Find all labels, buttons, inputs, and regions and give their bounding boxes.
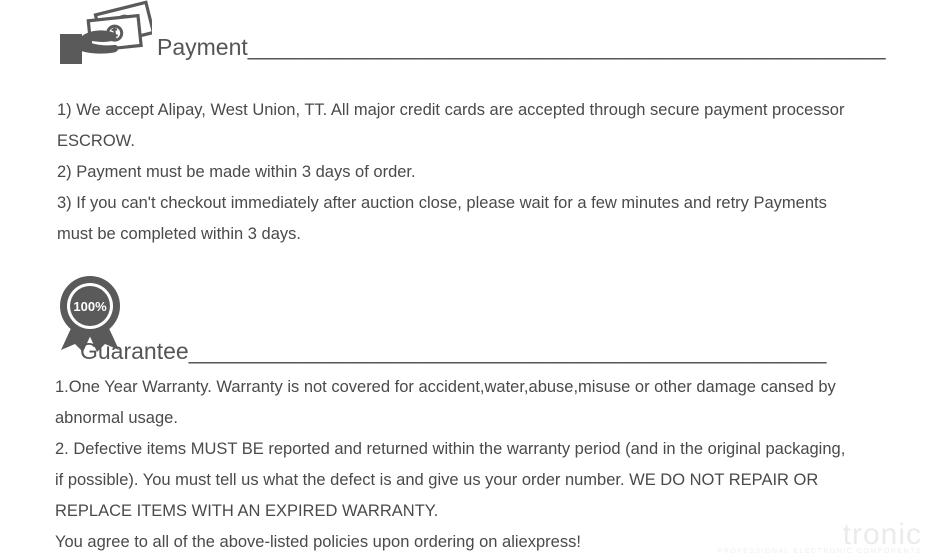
payment-line-1: 1) We accept Alipay, West Union, TT. All major credit cards are accepted through secure payment processor ESCROW. [57, 101, 845, 150]
watermark-main-text: tronic [842, 518, 922, 551]
watermark-sub-text: PROFESSIONAL ELECTRONIC COMPONENTS [717, 548, 922, 555]
payment-heading-rule: ______________________________________________________ [247, 34, 885, 60]
guarantee-line-2: 2. Defective items MUST BE reported and returned within the warranty period (and in the original packaging, if possible). You must tell us what the defect is and give us your order number. WE DO NOT REPAIR OR REPLACE ITEMS WITH AN EXPIRED WARRANTY. [55, 440, 846, 520]
guarantee-line-1: 1.One Year Warranty. Warranty is not covered for accident,water,abuse,misuse or other damage cansed by abnormal usage. [55, 378, 836, 427]
payment-heading-row [0, 0, 930, 70]
payment-line-2: 2) Payment must be made within 3 days of order. [57, 163, 416, 181]
guarantee-heading [80, 338, 825, 365]
guarantee-heading-rule: ______________________________________________________ [188, 338, 826, 364]
payment-heading-label: Payment [157, 34, 248, 60]
payment-line-3: 3) If you can't checkout immediately after auction close, please wait for a few minutes and retry Payments must be completed within 3 days. [57, 194, 827, 243]
payment-body [57, 95, 857, 250]
hand-holding-cash-icon [56, 0, 152, 70]
guarantee-heading-label: Guarantee [80, 338, 189, 364]
guarantee-body [55, 372, 855, 558]
badge-percent-label: 100% [73, 299, 107, 314]
payment-heading [157, 34, 885, 61]
guarantee-line-3: You agree to all of the above-listed policies upon ordering on aliexpress! [55, 533, 581, 551]
payment-section [0, 0, 930, 243]
